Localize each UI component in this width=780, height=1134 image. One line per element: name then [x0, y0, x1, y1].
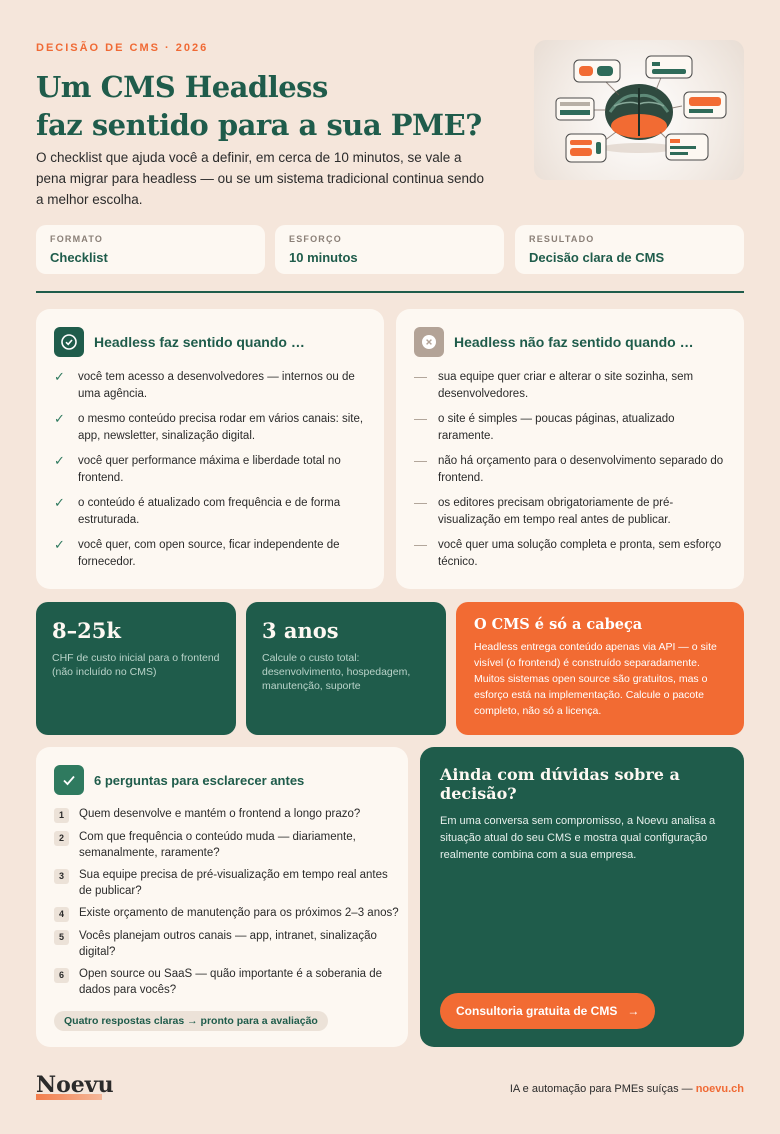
cons-panel: [396, 309, 744, 589]
check-badge-icon: [54, 327, 84, 357]
meta-value: Decisão clara de CMS: [529, 250, 665, 265]
pros-panel: [36, 309, 384, 589]
dash-icon: —: [414, 369, 427, 384]
question-text: Vocês planejam outros canais — app, intranet, sinalização digital?: [79, 930, 377, 958]
check-icon: ✓: [54, 453, 65, 468]
question-number: 6: [54, 968, 69, 983]
page-title: [36, 68, 506, 144]
question-number: 4: [54, 907, 69, 922]
list-item: [54, 369, 364, 402]
list-item-text: o conteúdo é atualizado com frequência e de forma estruturada.: [78, 497, 341, 526]
list-item-text: os editores precisam obrigatoriamente de pré-visualização em tempo real antes de publicar.: [438, 497, 674, 526]
question-item: [54, 868, 399, 899]
list-item: [54, 495, 364, 528]
divider: [36, 291, 744, 293]
website-link[interactable]: noevu.ch: [695, 1083, 744, 1095]
pros-title: Headless faz sentido quando …: [94, 334, 305, 350]
dash-icon: —: [414, 495, 427, 510]
list-item: [414, 453, 724, 486]
meta-format: [36, 225, 265, 274]
question-item: [54, 967, 399, 998]
stat-value: 8–25k: [52, 618, 121, 643]
question-number: 3: [54, 869, 69, 884]
stat-text: CHF de custo inicial para o frontend (não incluído no CMS): [52, 652, 220, 678]
question-number: 5: [54, 930, 69, 945]
list-item-text: sua equipe quer criar e alterar o site sozinha, sem desenvolvedores.: [438, 371, 694, 400]
list-item: [54, 411, 364, 444]
cta-panel: [420, 747, 744, 1047]
list-item: [414, 495, 724, 528]
list-item: [414, 537, 724, 570]
list-item: [54, 453, 364, 486]
question-text: Open source ou SaaS — quão importante é a soberania de dados para vocês?: [79, 968, 383, 996]
questions-panel: [36, 747, 408, 1047]
cta-text: Em uma conversa sem compromisso, a Noevu analisa a situação atual do seu CMS e mostra qual configuração realmente combina com a sua empresa.: [440, 815, 716, 861]
meta-label: ESFORÇO: [289, 234, 342, 244]
tagline-text: IA e automação para PMEs suíças —: [509, 1083, 693, 1095]
title-line-2: faz sentido para a sua PME?: [36, 108, 482, 142]
list-item-text: não há orçamento para o desenvolvimento separado do frontend.: [438, 455, 724, 484]
title-line-1: Um CMS Headless: [36, 70, 328, 104]
list-item: [414, 369, 724, 402]
question-text: Existe orçamento de manutenção para os próximos 2–3 anos?: [79, 907, 399, 919]
noevu-logo[interactable]: [36, 1072, 114, 1098]
list-item-text: o site é simples — poucas páginas, atualizado raramente.: [438, 413, 675, 442]
cons-title: Headless não faz sentido quando …: [454, 334, 694, 350]
meta-value: 10 minutos: [289, 250, 358, 265]
stat-text: Calcule o custo total: desenvolvimento, hospedagem, manutenção, suporte: [262, 652, 411, 692]
stat-value: 3 anos: [262, 618, 339, 643]
question-number: 1: [54, 808, 69, 823]
questions-title: 6 perguntas para esclarecer antes: [94, 772, 305, 788]
dash-icon: —: [414, 411, 427, 426]
question-item: [54, 929, 399, 960]
cta-title: Ainda com dúvidas sobre a decisão?: [440, 765, 680, 803]
question-item: [54, 906, 399, 922]
consultation-button[interactable]: [440, 993, 655, 1029]
meta-label: FORMATO: [50, 234, 104, 244]
check-icon: ✓: [54, 411, 65, 426]
stat-card-years: [246, 602, 446, 735]
footer-tagline: [510, 1083, 744, 1095]
arrow-right-icon: →: [627, 1004, 640, 1018]
note-card: [456, 602, 744, 735]
list-item-text: você quer performance máxima e liberdade total no frontend.: [78, 455, 341, 484]
note-title: O CMS é só a cabeça: [474, 616, 643, 633]
x-badge-icon: [414, 327, 444, 357]
logo-text: Noevu: [36, 1072, 114, 1098]
intro-text: O checklist que ajuda você a definir, em cerca de 10 minutos, se vale a pena migrar para headless — ou se um sistema tradicional continua sendo a melhor escolha.: [36, 150, 484, 207]
meta-result: [515, 225, 744, 274]
question-text: Com que frequência o conteúdo muda — diariamente, semanalmente, raramente?: [79, 831, 356, 859]
list-item-text: você quer uma solução completa e pronta, sem esforço técnico.: [438, 539, 722, 568]
meta-effort: [275, 225, 504, 274]
eyebrow: DECISÃO DE CMS · 2026: [36, 42, 209, 54]
list-item-text: você quer, com open source, ficar independente de fornecedor.: [78, 539, 340, 568]
meta-value: Checklist: [50, 250, 108, 265]
meta-label: RESULTADO: [529, 234, 595, 244]
checkmark-badge-icon: [54, 765, 84, 795]
question-text: Quem desenvolve e mantém o frontend a longo prazo?: [79, 808, 361, 820]
summary-pill: Quatro respostas claras → pronto para a avaliação: [54, 1011, 328, 1031]
list-item: [54, 537, 364, 570]
question-item: [54, 830, 399, 861]
check-icon: ✓: [54, 495, 65, 510]
stat-card-cost: [36, 602, 236, 735]
dash-icon: —: [414, 453, 427, 468]
consultation-button-label: Consultoria gratuita de CMS: [456, 1004, 618, 1018]
question-text: Sua equipe precisa de pré-visualização em tempo real antes de publicar?: [79, 869, 388, 897]
question-number: 2: [54, 831, 69, 846]
hero-illustration: [534, 40, 744, 180]
check-icon: ✓: [54, 369, 65, 384]
question-item: [54, 807, 399, 823]
list-item-text: o mesmo conteúdo precisa rodar em vários canais: site, app, newsletter, sinalização digital.: [78, 413, 364, 442]
note-text: Headless entrega conteúdo apenas via API — o site visível (o frontend) é construído separadamente. Muitos sistemas open source são gratuitos, mas o esforço está na implementação. Calcule o pacote completo, não só a licença.: [474, 641, 717, 717]
dash-icon: —: [414, 537, 427, 552]
check-icon: ✓: [54, 537, 65, 552]
list-item-text: você tem acesso a desenvolvedores — internos ou de uma agência.: [78, 371, 355, 400]
list-item: [414, 411, 724, 444]
